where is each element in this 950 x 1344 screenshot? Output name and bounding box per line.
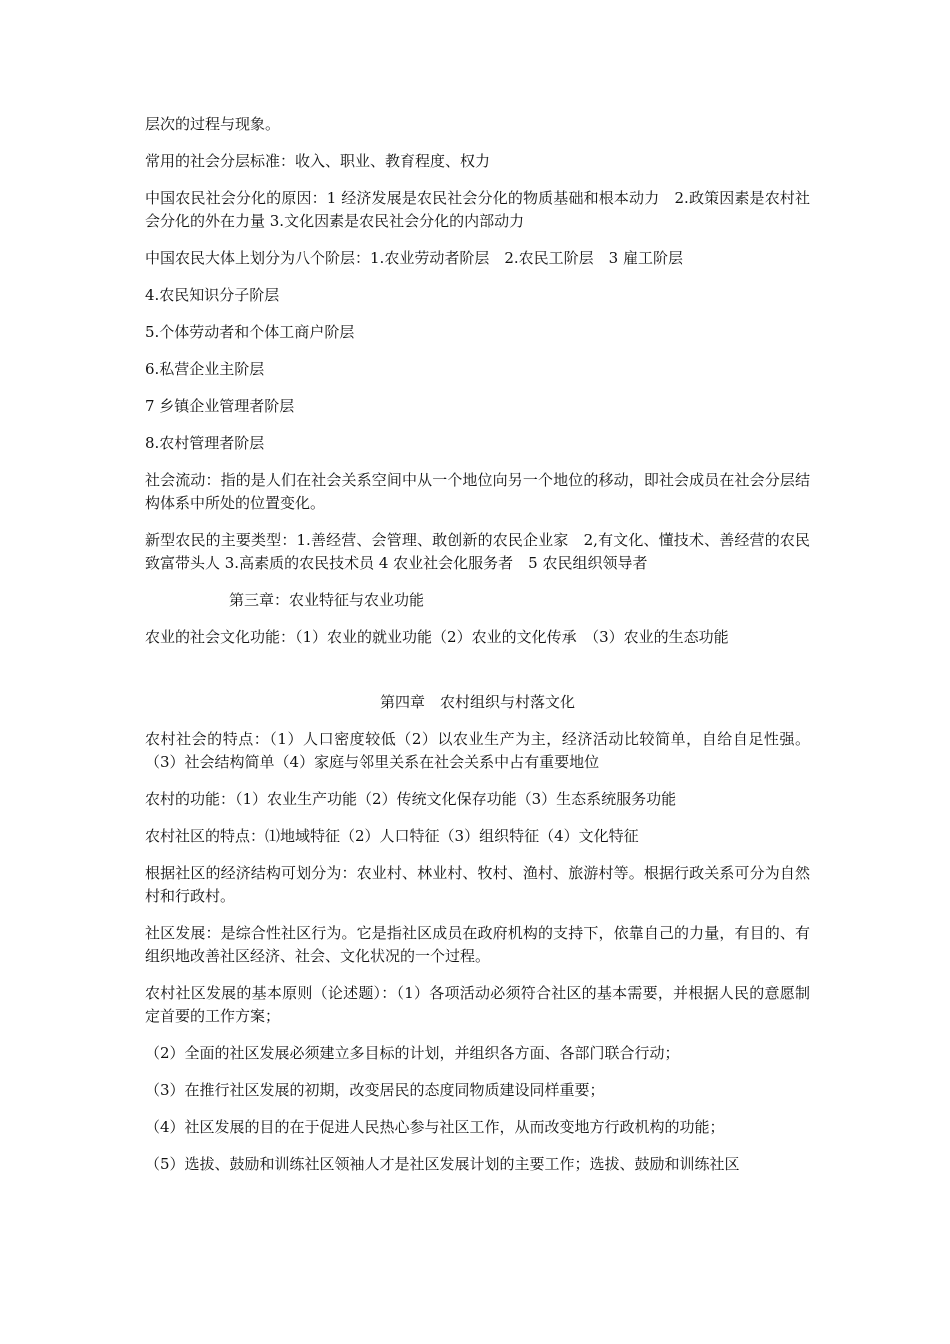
- paragraph: 中国农民社会分化的原因：1 经济发展是农民社会分化的物质基础和根本动力 2.政策因素是农村社会分化的外在力量 3.文化因素是农民社会分化的内部动力: [145, 189, 810, 230]
- paragraph: 常用的社会分层标准：收入、职业、教育程度、权力: [145, 152, 491, 170]
- paragraph: 6.私营企业主阶层: [145, 360, 265, 378]
- paragraph: 农村社会的特点：（1）人口密度较低（2）以农业生产为主，经济活动比较简单，自给自足性强。（3）社会结构简单（4）家庭与邻里关系在社会关系中占有重要地位: [145, 730, 810, 771]
- chapter-3-heading: 第三章：农业特征与农业功能: [229, 591, 425, 609]
- paragraph: 4.农民知识分子阶层: [145, 286, 280, 304]
- paragraph: 8.农村管理者阶层: [145, 434, 265, 452]
- chapter-4-heading: 第四章 农村组织与村落文化: [379, 693, 575, 711]
- paragraph: （5）选拔、鼓励和训练社区领袖人才是社区发展计划的主要工作；选拔、鼓励和训练社区: [145, 1155, 740, 1173]
- paragraph: 5.个体劳动者和个体工商户阶层: [145, 323, 355, 341]
- paragraph: （4）社区发展的目的在于促进人民热心参与社区工作，从而改变地方行政机构的功能；: [145, 1118, 725, 1136]
- paragraph: 层次的过程与现象。: [145, 115, 281, 133]
- paragraph: 农村社区发展的基本原则（论述题）：（1）各项活动必须符合社区的基本需要，并根据人民的意愿制定首要的工作方案；: [145, 984, 810, 1025]
- paragraph: 根据社区的经济结构可划分为：农业村、林业村、牧村、渔村、旅游村等。根据行政关系可分为自然村和行政村。: [145, 864, 810, 905]
- paragraph: 7 乡镇企业管理者阶层: [145, 397, 295, 415]
- paragraph: 农村的功能：（1）农业生产功能（2）传统文化保存功能（3）生态系统服务功能: [145, 790, 677, 808]
- paragraph: 社区发展：是综合性社区行为。它是指社区成员在政府机构的支持下，依靠自己的力量，有目的、有组织地改善社区经济、社会、文化状况的一个过程。: [145, 924, 810, 965]
- paragraph: 中国农民大体上划分为八个阶层：1.农业劳动者阶层 2.农民工阶层 3 雇工阶层: [145, 249, 683, 267]
- paragraph: 农业的社会文化功能：（1）农业的就业功能（2）农业的文化传承 （3）农业的生态功能: [145, 628, 729, 646]
- paragraph: （2）全面的社区发展必须建立多目标的计划，并组织各方面、各部门联合行动；: [145, 1044, 680, 1062]
- document-page: [145, 113, 810, 1190]
- paragraph: 新型农民的主要类型：1.善经营、会管理、敢创新的农民企业家 2,有文化、懂技术、善经营的农民致富带头人 3.高素质的农民技术员 4 农业社会化服务者 5 农民组织领导者: [145, 531, 810, 572]
- paragraph: （3）在推行社区发展的初期，改变居民的态度同物质建设同样重要；: [145, 1081, 605, 1099]
- paragraph: 社会流动：指的是人们在社会关系空间中从一个地位向另一个地位的移动，即社会成员在社会分层结构体系中所处的位置变化。: [145, 471, 810, 512]
- paragraph: 农村社区的特点：⑴地域特征（2）人口特征（3）组织特征（4）文化特征: [145, 827, 639, 845]
